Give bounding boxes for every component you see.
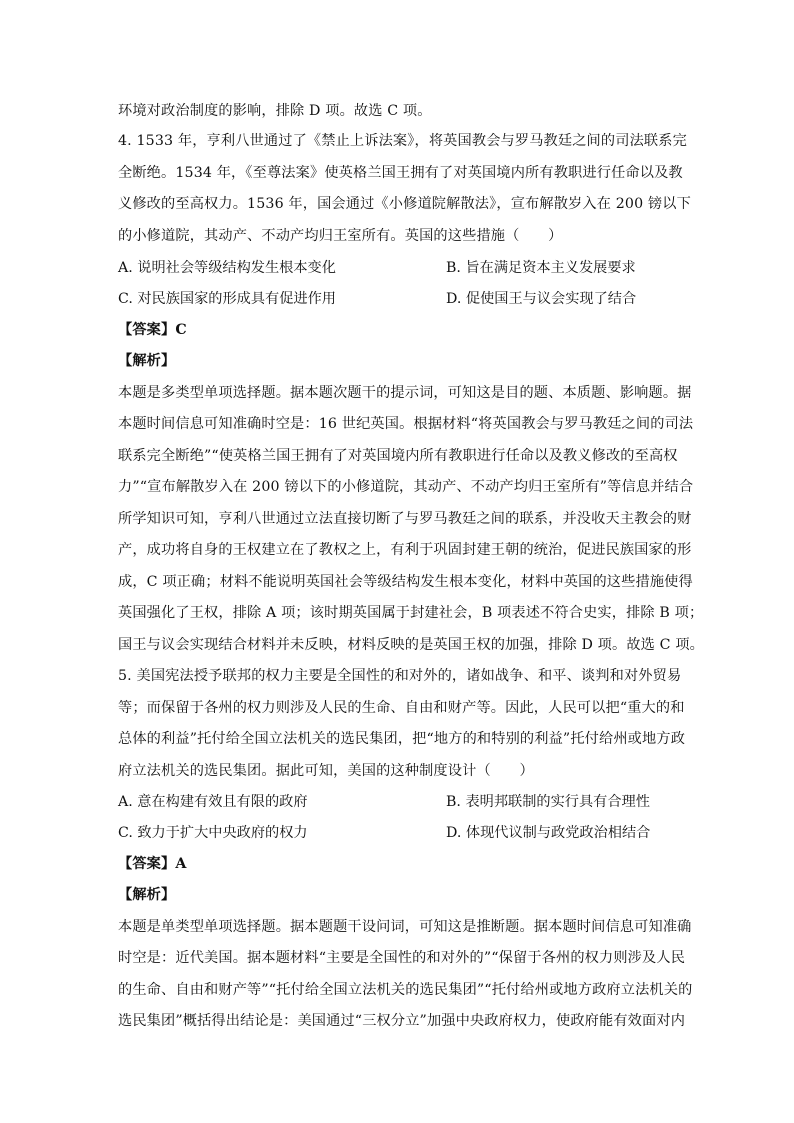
q4-analysis-line-6: 产，成功将自身的王权建立在了教权之上，有利于巩固封建王朝的统治，促进民族国家的形: [118, 542, 692, 558]
q4-stem-line-3: 义修改的至高权力。1536 年，国会通过《小修道院解散法》，宣布解散岁入在 200 镑以下: [118, 196, 691, 212]
q5-analysis-line-3: 的生命、自由和财产等”“托付给全国立法机关的选民集团”“托付给州或地方政府立法机关的: [118, 982, 693, 998]
q5-answer: 【答案】A: [118, 856, 187, 872]
q4-option-a: A. 说明社会等级结构发生根本变化: [118, 260, 336, 276]
q4-analysis-label: 【解析】: [118, 353, 176, 369]
q5-stem-line-3: 总体的利益”托付给全国立法机关的选民集团，把“地方的和特别的利益”托付给州或地方政: [118, 731, 686, 747]
q4-analysis-line-5: 所学知识可知，亨利八世通过立法直接切断了与罗马教廷之间的联系，并没收天主教会的财: [118, 511, 692, 527]
q4-analysis-line-1: 本题是多类型单项选择题。据本题次题干的提示词，可知这是目的题、本质题、影响题。据: [118, 385, 692, 401]
q5-option-b: B. 表明邦联制的实行具有合理性: [446, 794, 650, 810]
q5-analysis-label: 【解析】: [118, 887, 176, 903]
q4-stem-line-2: 全断绝。1534 年，《至尊法案》使英格兰国王拥有了对英国境内所有教职进行任命以及教: [118, 165, 683, 181]
q4-option-b: B. 旨在满足资本主义发展要求: [446, 260, 636, 276]
q4-analysis-line-3: 联系完全断绝”“使英格兰国王拥有了对英国境内所有教职进行任命以及教义修改的至高权: [118, 448, 678, 464]
q5-analysis-line-2: 时空是：近代美国。据本题材料“主要是全国性的和对外的”“保留于各州的权力则涉及人民: [118, 950, 686, 966]
q5-stem-line-1: 5. 美国宪法授予联邦的权力主要是全国性的和对外的，诸如战争、和平、谈判和对外贸易: [118, 668, 682, 684]
q4-answer: 【答案】C: [118, 322, 187, 338]
q5-option-c: C. 致力于扩大中央政府的权力: [118, 825, 308, 841]
q5-stem-line-4: 府立法机关的选民集团。据此可知，美国的这种制度设计（ ）: [118, 763, 534, 779]
q5-option-d: D. 体现代议制与政党政治相结合: [446, 825, 651, 841]
q4-analysis-line-2: 本题时间信息可知准确时空是：16 世纪英国。根据材料“将英国教会与罗马教廷之间的司法: [118, 416, 694, 432]
q4-analysis-line-9: 国王与议会实现结合材料并未反映，材料反映的是英国王权的加强，排除 D 项。故选 C 项。: [118, 637, 704, 653]
q4-stem-line-4: 的小修道院，其动产、不动产均归王室所有。英国的这些措施（ ）: [118, 228, 563, 244]
q4-option-c: C. 对民族国家的形成具有促进作用: [118, 291, 336, 307]
q4-analysis-line-7: 成，C 项正确；材料不能说明英国社会等级结构发生根本变化，材料中英国的这些措施使得: [118, 574, 693, 590]
q4-analysis-line-4: 力”“宣布解散岁入在 200 镑以下的小修道院，其动产、不动产均归王室所有”等信息并结合: [118, 479, 694, 495]
q5-analysis-line-4: 选民集团”概括得出结论是：美国通过“三权分立”加强中央政府权力，使政府能有效面对内: [118, 1013, 686, 1029]
previous-question-tail: 环境对政治制度的影响，排除 D 项。故选 C 项。: [118, 103, 432, 119]
q5-stem-line-2: 等；而保留于各州的权力则涉及人民的生命、自由和财产等。因此，人民可以把“重大的和: [118, 700, 685, 716]
q4-analysis-line-8: 英国强化了王权，排除 A 项；该时期英国属于封建社会，B 项表述不符合史实，排除 B 项；: [118, 605, 704, 621]
q5-analysis-line-1: 本题是单类型单项选择题。据本题题干设问词，可知这是推断题。据本题时间信息可知准确: [118, 919, 692, 935]
q4-option-d: D. 促使国王与议会实现了结合: [446, 291, 637, 307]
q4-stem-line-1: 4. 1533 年，亨利八世通过了《禁止上诉法案》，将英国教会与罗马教廷之间的司法联系完: [118, 133, 687, 149]
q5-option-a: A. 意在构建有效且有限的政府: [118, 794, 308, 810]
